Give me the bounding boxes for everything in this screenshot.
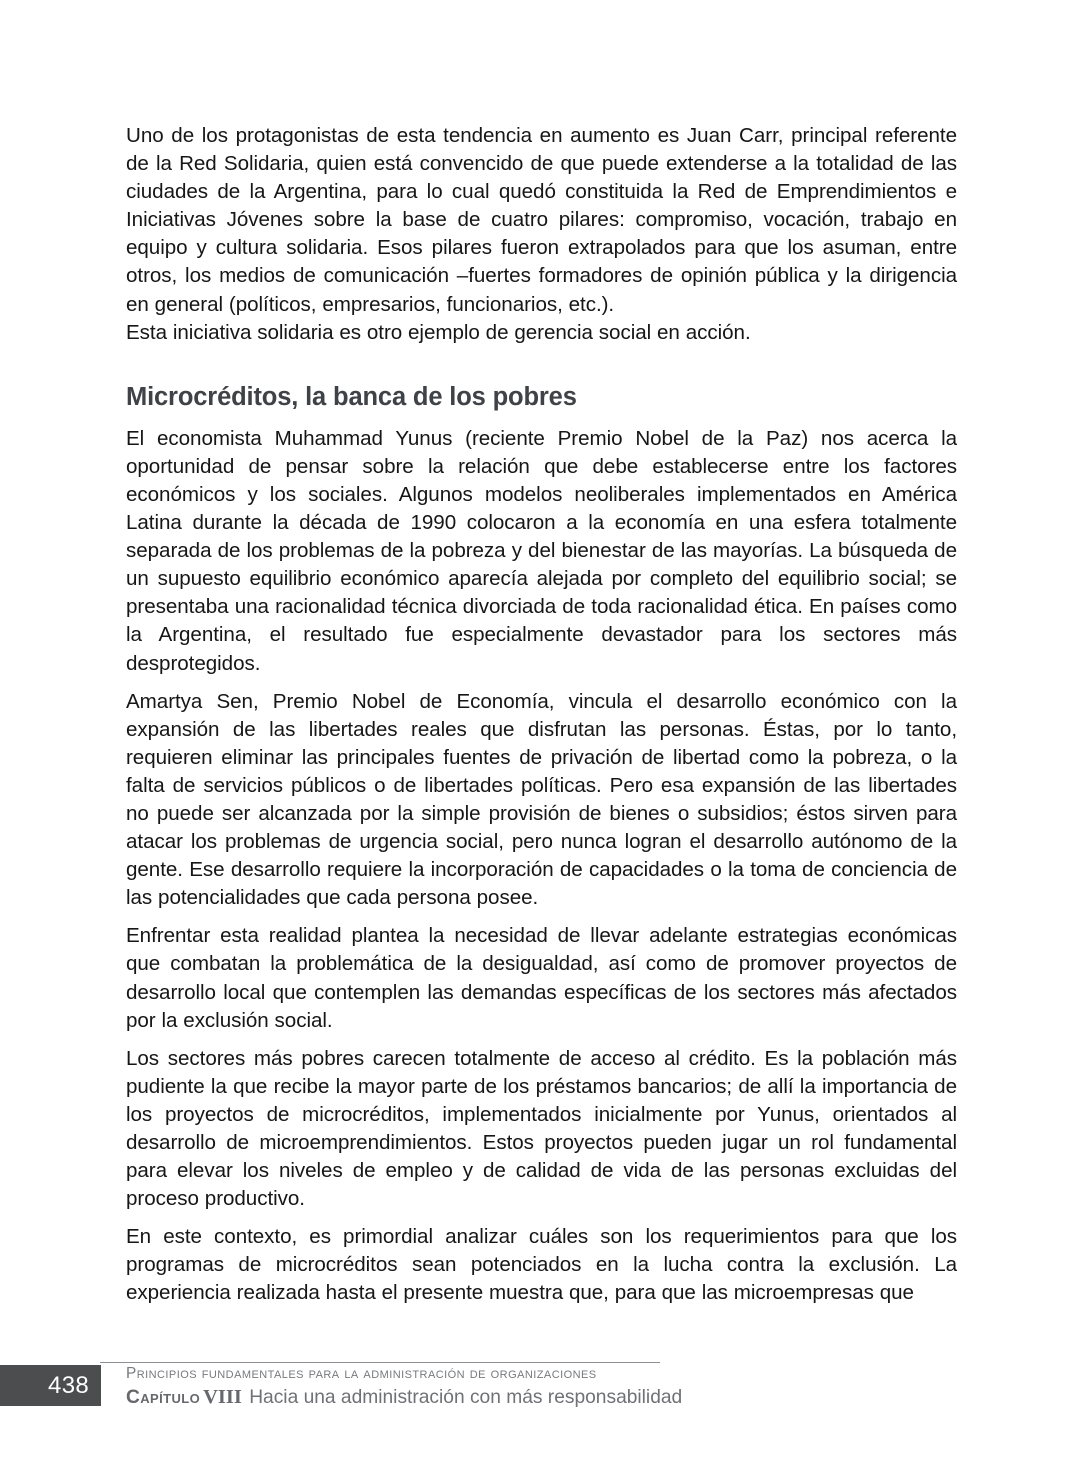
paragraph-enfrentar-realidad: Enfrentar esta realidad plantea la necesidad de llevar adelante estrategias económicas que combatan la problemática de la desigualdad, así como de promover proyectos de desarrollo local que contemplen las demandas específicas de los sectores más afectados por la exclusión social. bbox=[126, 924, 957, 1032]
paragraph-muhammad-yunus: El economista Muhammad Yunus (reciente Premio Nobel de la Paz) nos acerca la oportunidad de pensar sobre la relación que debe establecerse entre los factores económicos y los sociales. Algunos modelos neoliberales implementados en América Latina durante la década de 1990 colocaron a la economía en una esfera totalmente separada de los problemas de la pobreza y del bienestar de las mayorías. La búsqueda de un supuesto equilibrio económico aparecía alejada por completo del equilibrio social; se presentaba una racionalidad técnica divorciada de toda racionalidad ética. En países como la Argentina, el resultado fue especialmente devastador para los sectores más desprotegidos. bbox=[126, 426, 957, 675]
chapter-label: Capítulo bbox=[126, 1387, 201, 1408]
paragraph-en-este-contexto: En este contexto, es primordial analizar cuáles son los requerimientos para que los programas de microcréditos sean potenciados en la lucha contra la exclusión. La experiencia realizada hasta el presente muestra que, para que las microempresas que bbox=[126, 1225, 957, 1305]
page-number: 438 bbox=[48, 1371, 89, 1399]
chapter-title: Hacia una administración con más responsabilidad bbox=[243, 1387, 683, 1408]
section-heading-microcreditos: Microcréditos, la banca de los pobres bbox=[126, 382, 577, 411]
page-number-badge bbox=[0, 1365, 101, 1406]
page-footer bbox=[0, 1355, 1080, 1425]
paragraph-esta-iniciativa: Esta iniciativa solidaria es otro ejemplo de gerencia social en acción. bbox=[126, 320, 751, 344]
paragraph-amartya-sen: Amartya Sen, Premio Nobel de Economía, vincula el desarrollo económico con la expansión de las libertades reales que disfrutan las personas. Éstas, por lo tanto, requieren eliminar las principales fuentes de privación de libertad como la pobreza, o la falta de servicios públicos o de libertades políticas. Pero esa expansión de las libertades no puede ser alcanzada por la simple provisión de bienes o subsidios; éstos sirven para atacar los problemas de urgencia social, pero nunca logran el desarrollo autónomo de la gente. Ese desarrollo requiere la incorporación de capacidades o la toma de conciencia de las potencialidades que cada persona posee. bbox=[126, 689, 957, 910]
footer-text-block bbox=[126, 1364, 826, 1410]
chapter-line bbox=[126, 1385, 826, 1410]
running-head: Principios fundamentales para la administración de organizaciones bbox=[126, 1365, 597, 1382]
paragraph-sectores-pobres: Los sectores más pobres carecen totalmente de acceso al crédito. Es la población más pudiente la que recibe la mayor parte de los préstamos bancarios; de allí la importancia de los proyectos de microcréditos, implementados inicialmente por Yunus, orientados al desarrollo de microemprendimientos. Estos proyectos pueden jugar un rol fundamental para elevar los niveles de empleo y de calidad de vida de las personas excluidas del proceso productivo. bbox=[126, 1046, 957, 1211]
footer-divider bbox=[100, 1362, 660, 1363]
paragraph-juan-carr: Uno de los protagonistas de esta tendencia en aumento es Juan Carr, principal referente de la Red Solidaria, quien está convencido de que puede extenderse a la totalidad de las ciudades de la Argentina, para lo cual quedó constituida la Red de Emprendimientos e Iniciativas Jóvenes sobre la base de cuatro pilares: compromiso, vocación, trabajo en equipo y cultura solidaria. Esos pilares fueron extrapolados para que los asuman, entre otros, los medios de comunicación –fuertes formadores de opinión pública y la dirigencia en general (políticos, empresarios, funcionarios, etc.). bbox=[126, 124, 957, 316]
main-text-column bbox=[126, 122, 957, 1308]
chapter-numeral: VIII bbox=[203, 1386, 242, 1408]
